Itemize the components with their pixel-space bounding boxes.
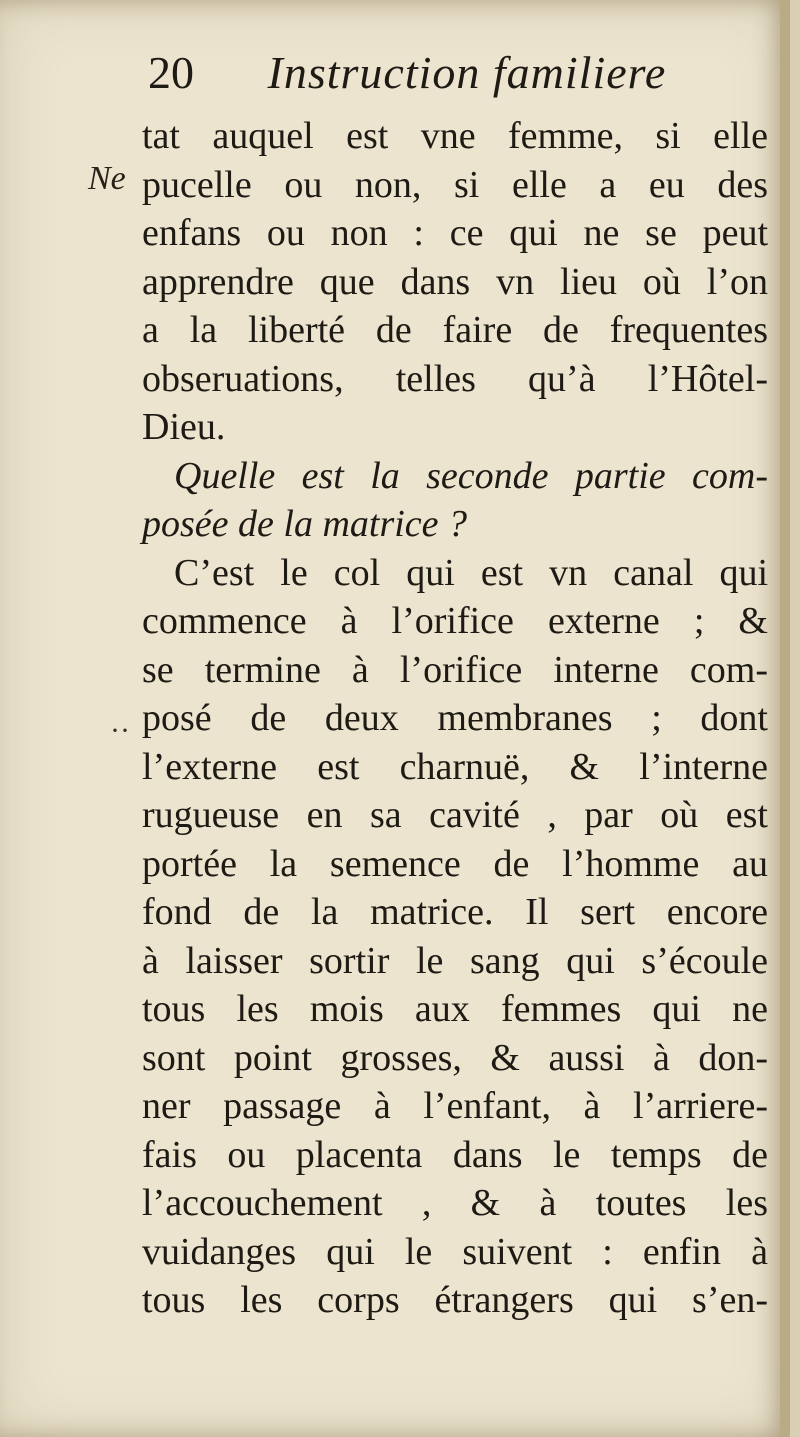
text-line: tous les corps étrangers qui s’en- <box>142 1279 768 1321</box>
text-line: se termine à l’orifice interne com- <box>142 648 768 691</box>
text-line: sont point grosses, & aussi à don- <box>142 1036 768 1079</box>
text-line: Dieu. <box>142 406 226 448</box>
text-line: ner passage à l’enfant, à l’arriere- <box>142 1085 768 1127</box>
text-line: vuidanges qui le suivent : enfin à <box>142 1230 768 1273</box>
page-number: 20 <box>148 47 194 98</box>
text-line: commence à l’orifice externe ; & <box>142 600 768 642</box>
body-text <box>142 112 768 1325</box>
text-line: apprendre que dans vn lieu où l’on <box>142 260 768 303</box>
text-line: à laisser sortir le sang qui s’écoule <box>142 939 768 982</box>
text-line: l’accouchement , & à toutes les <box>142 1182 768 1224</box>
text-line: l’externe est charnuë, & l’interne <box>142 745 768 788</box>
text-line: fond de la matrice. Il sert encore <box>142 891 768 933</box>
page-edge <box>780 0 790 1437</box>
text-line: portée la semence de l’homme au <box>142 842 768 885</box>
text-line: pucelle ou non, si elle a eu des <box>142 163 768 206</box>
text-line: fais ou placenta dans le temps de <box>142 1133 768 1176</box>
text-line: a la liberté de faire de frequentes <box>142 309 768 351</box>
running-title: Instruction familiere <box>267 47 667 98</box>
question-line: Quelle est la seconde partie com- <box>174 454 768 497</box>
margin-note: Ne <box>88 160 126 197</box>
text-line: rugueuse en sa cavité , par où est <box>142 794 768 836</box>
text-line: C’est le col qui est vn canal qui <box>174 551 768 594</box>
text-line: tat auquel est vne femme, si elle <box>142 115 768 157</box>
page-header <box>148 46 666 99</box>
text-line: obseruations, telles qu’à l’Hôtel- <box>142 357 768 400</box>
question-line: posée de la matrice ? <box>142 503 468 545</box>
text-line: posé de deux membranes ; dont <box>142 697 768 739</box>
text-line: enfans ou non : ce qui ne se peut <box>142 212 768 254</box>
margin-mark: ·· <box>110 714 130 747</box>
text-line: tous les mois aux femmes qui ne <box>142 988 768 1030</box>
